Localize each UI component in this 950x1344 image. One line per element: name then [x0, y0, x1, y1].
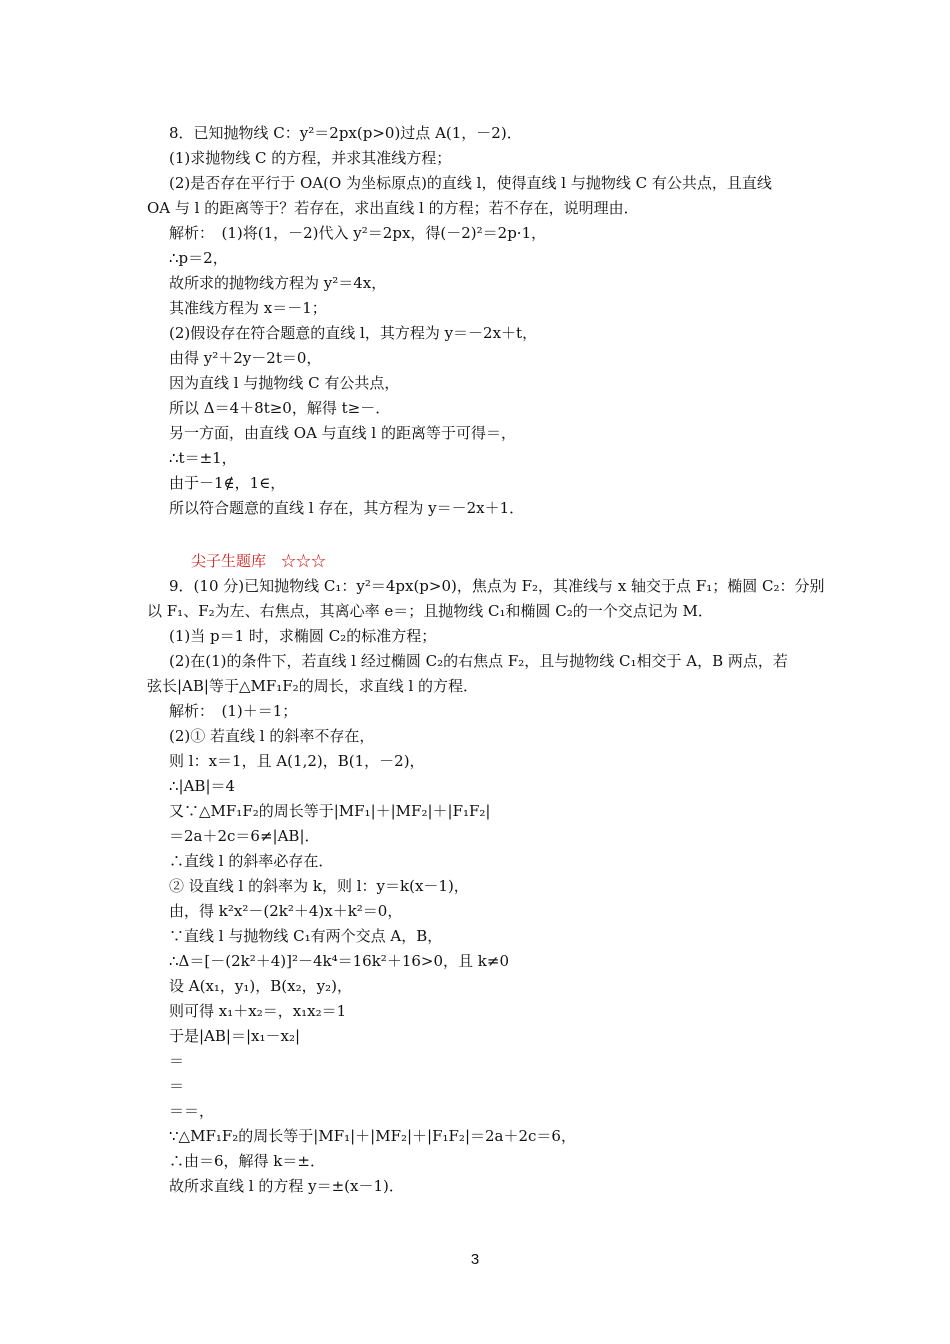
- text-line: ∴t＝±1，: [169, 449, 237, 467]
- text-line: (2)是否存在平行于 OA(O 为坐标原点)的直线 l，使得直线 l 与抛物线 C 有公共点，且直线: [169, 174, 772, 192]
- text-line: 故所求的抛物线方程为 y²＝4x，: [169, 274, 387, 292]
- text-line: 因为直线 l 与抛物线 C 有公共点，: [169, 374, 400, 392]
- text-line: ∵直线 l 与抛物线 C₁有两个交点 A，B，: [169, 927, 443, 945]
- text-line: 所以 Δ＝4＋8t≥0，解得 t≥－．: [169, 399, 391, 417]
- text-line: 解析： (1)将(1，－2)代入 y²＝2px，得(－2)²＝2p·1，: [169, 224, 547, 242]
- page-number: 3: [470, 1251, 480, 1268]
- text-line: ② 设直线 l 的斜率为 k，则 l：y＝k(x－1)，: [169, 877, 469, 895]
- text-line: 故所求直线 l 的方程 y＝±(x－1)．: [169, 1177, 404, 1195]
- text-line: 又∵△MF₁F₂的周长等于|MF₁|＋|MF₂|＋|F₁F₂|: [169, 802, 491, 820]
- text-line: 8．已知抛物线 C：y²＝2px(p>0)过点 A(1，－2)．: [169, 124, 522, 142]
- section-title: 尖子生题库 ☆☆☆: [191, 552, 327, 570]
- text-line: ＝2a＋2c＝6≠|AB|．: [169, 827, 320, 845]
- text-line: 由得 y²＋2y－2t＝0，: [169, 349, 322, 367]
- text-line: ∴直线 l 的斜率必存在．: [169, 852, 334, 870]
- text-line: ＝: [169, 1077, 185, 1095]
- text-line: (2)假设存在符合题意的直线 l，其方程为 y＝－2x＋t，: [169, 324, 538, 342]
- text-line: ∵△MF₁F₂的周长等于|MF₁|＋|MF₂|＋|F₁F₂|＝2a＋2c＝6，: [169, 1127, 576, 1145]
- text-line: ∴Δ＝[－(2k²＋4)]²－4k⁴＝16k²＋16>0，且 k≠0: [169, 952, 509, 970]
- text-line: 9．(10 分)已知抛物线 C₁：y²＝4px(p>0)，焦点为 F₂，其准线与 x 轴交于点 F₁；椭圆 C₂：分别: [169, 577, 825, 595]
- text-line: 以 F₁、F₂为左、右焦点，其离心率 e＝；且抛物线 C₁和椭圆 C₂的一个交点记为 M．: [147, 602, 713, 620]
- text-line: 由于－1∉，1∈，: [169, 474, 286, 492]
- text-line: (2)① 若直线 l 的斜率不存在，: [169, 727, 375, 745]
- text-line: (1)求抛物线 C 的方程，并求其准线方程；: [169, 149, 452, 167]
- text-line: 解析： (1)＋＝1；: [169, 702, 298, 720]
- text-line: ∴|AB|＝4: [169, 777, 236, 795]
- text-line: 则 l：x＝1，且 A(1,2)，B(1，－2)，: [169, 752, 425, 770]
- text-line: (1)当 p＝1 时，求椭圆 C₂的标准方程；: [169, 627, 437, 645]
- text-line: ∴由＝6，解得 k＝±．: [169, 1152, 325, 1170]
- text-line: 所以符合题意的直线 l 存在，其方程为 y＝－2x＋1．: [169, 499, 525, 517]
- text-line: ＝: [169, 1052, 185, 1070]
- text-line: 设 A(x₁，y₁)，B(x₂，y₂)，: [169, 977, 352, 995]
- text-line: 于是|AB|＝|x₁－x₂|: [169, 1027, 301, 1045]
- text-line: ＝＝，: [169, 1102, 215, 1120]
- text-line: (2)在(1)的条件下，若直线 l 经过椭圆 C₂的右焦点 F₂，且与抛物线 C₁相交于 A，B 两点，若: [169, 652, 788, 670]
- text-line: 另一方面，由直线 OA 与直线 l 的距离等于可得＝，: [169, 424, 517, 442]
- text-line: 其准线方程为 x＝－1；: [169, 299, 327, 317]
- text-line: 则可得 x₁＋x₂＝，x₁x₂＝1: [169, 1002, 347, 1020]
- text-line: ∴p＝2，: [169, 249, 228, 267]
- text-line: OA 与 l 的距离等于？若存在，求出直线 l 的方程；若不存在，说明理由．: [147, 199, 639, 217]
- text-line: 弦长|AB|等于△MF₁F₂的周长，求直线 l 的方程．: [147, 677, 479, 695]
- text-line: 由，得 k²x²－(2k²＋4)x＋k²＝0，: [169, 902, 403, 920]
